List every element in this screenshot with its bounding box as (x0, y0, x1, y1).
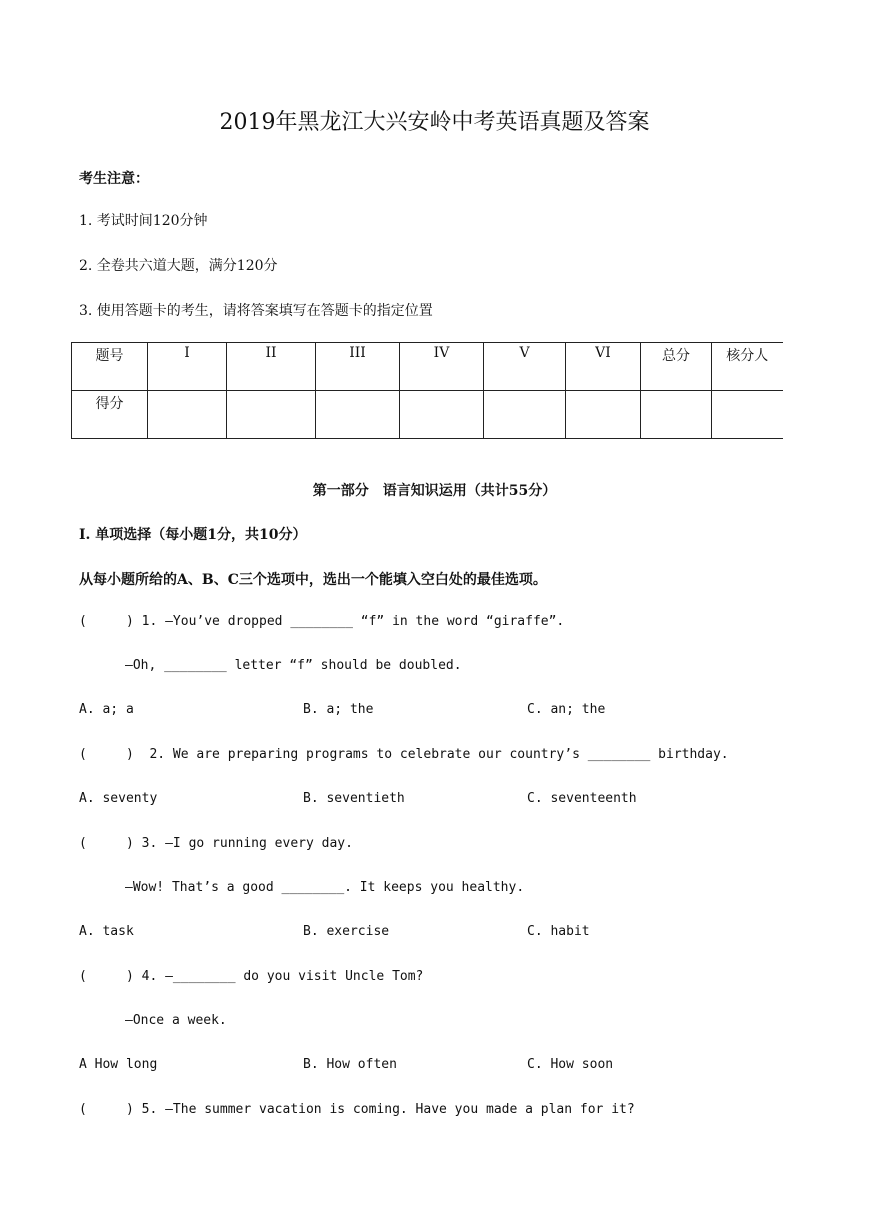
header-cell: I (148, 343, 227, 391)
question-1-option-b: B. a; the (303, 702, 374, 717)
header-cell: III (316, 343, 400, 391)
score-table (71, 342, 783, 439)
header-cell: 核分人 (712, 343, 783, 391)
question-3-line2: —Wow! That’s a good ________. It keeps you healthy. (125, 880, 525, 895)
question-1-line1: ( ) 1. —You’ve dropped ________ “f” in the word “giraffe”. (79, 614, 565, 629)
question-2-option-c: C. seventeenth (527, 791, 637, 806)
question-3-option-c: C. habit (527, 924, 590, 939)
question-2-option-b: B. seventieth (303, 791, 405, 806)
score-table-score-row (72, 391, 783, 439)
question-1-option-c: C. an; the (527, 702, 606, 717)
score-cell[interactable] (227, 391, 316, 439)
notice-item-2: 2. 全卷共六道大题，满分120分 (79, 258, 278, 274)
score-cell[interactable] (316, 391, 400, 439)
notice-heading: 考生注意： (79, 171, 149, 187)
question-1-line2: —Oh, ________ letter “f” should be doubled. (125, 658, 462, 673)
question-3-option-a: A. task (79, 924, 134, 939)
score-cell[interactable] (148, 391, 227, 439)
section-title: 第一部分 语言知识运用（共计55分） (312, 483, 557, 499)
notice-item-1: 1. 考试时间120分钟 (79, 213, 208, 229)
score-cell[interactable] (712, 391, 783, 439)
question-5-line1: ( ) 5. —The summer vacation is coming. Have you made a plan for it? (79, 1102, 635, 1117)
score-cell[interactable] (566, 391, 641, 439)
question-4-option-b: B. How often (303, 1057, 397, 1072)
header-cell: V (484, 343, 566, 391)
score-row-label: 得分 (72, 391, 148, 439)
header-cell: 总分 (641, 343, 712, 391)
question-2-option-a: A. seventy (79, 791, 158, 806)
question-1-option-a: A. a; a (79, 702, 134, 717)
header-cell: VI (566, 343, 641, 391)
header-cell: II (227, 343, 316, 391)
question-4-line1: ( ) 4. —________ do you visit Uncle Tom? (79, 969, 424, 984)
question-4-option-c: C. How soon (527, 1057, 614, 1072)
score-cell[interactable] (484, 391, 566, 439)
question-3-line1: ( ) 3. —I go running every day. (79, 836, 353, 851)
part1-instruction: 从每小题所给的A、B、C三个选项中，选出一个能填入空白处的最佳选项。 (79, 572, 547, 588)
score-table-header-row (72, 343, 783, 391)
score-cell[interactable] (400, 391, 484, 439)
notice-item-3: 3. 使用答题卡的考生，请将答案填写在答题卡的指定位置 (79, 303, 433, 319)
question-3-option-b: B. exercise (303, 924, 390, 939)
header-cell: 题号 (72, 343, 148, 391)
header-cell: IV (400, 343, 484, 391)
question-4-line2: —Once a week. (125, 1013, 227, 1028)
part1-heading: Ⅰ. 单项选择（每小题1分，共10分） (79, 527, 307, 543)
question-2-line1: ( ) 2. We are preparing programs to celebrate our country’s ________ birthday. (79, 747, 729, 762)
document-title: 2019年黑龙江大兴安岭中考英语真题及答案 (219, 110, 650, 135)
score-cell[interactable] (641, 391, 712, 439)
question-4-option-a: A How long (79, 1057, 158, 1072)
